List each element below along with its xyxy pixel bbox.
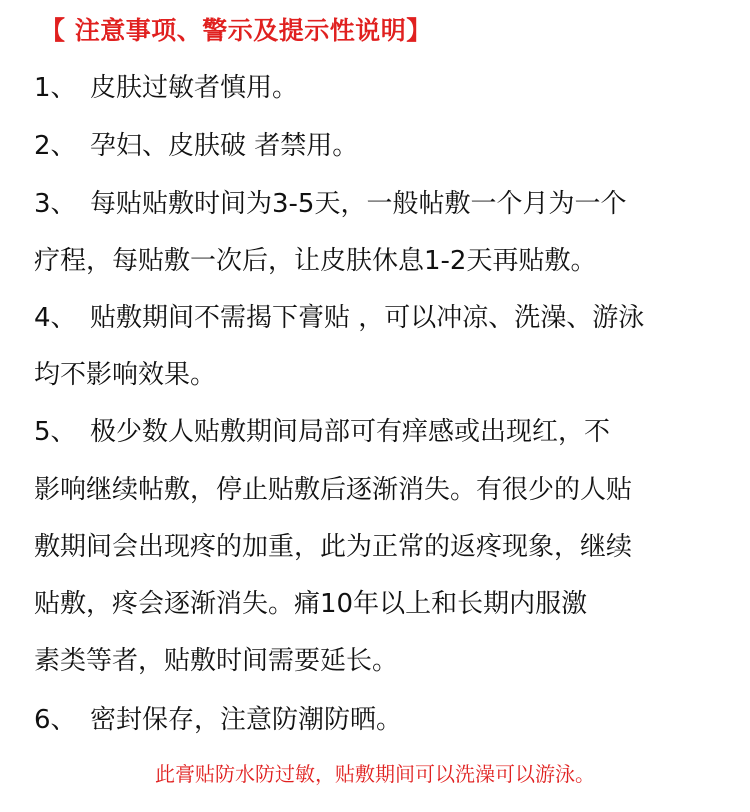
item-3 (34, 184, 626, 224)
item-2 (34, 126, 358, 166)
item-text: 每贴贴敷时间为3-5天，一般帖敷一个月为一个 (90, 189, 627, 219)
item-6 (34, 700, 402, 740)
item-number: 2、 (34, 131, 77, 161)
item-text: 皮肤过敏者慎用。 (90, 73, 299, 103)
notice-title: 【 注意事项、警示及提示性说明】 (40, 16, 432, 45)
item-text: 孕妇、皮肤破 者禁用。 (90, 131, 359, 161)
item-number: 3、 (34, 189, 77, 219)
item-5-continuation-2: 敷期间会出现疼的加重，此为正常的返疼现象，继续 (34, 532, 633, 562)
item-5-continuation-4: 素类等者，贴敷时间需要延长。 (34, 646, 399, 676)
item-5-continuation-3: 贴敷，疼会逐渐消失。痛10年以上和长期内服激 (34, 589, 588, 619)
waterproof-note: 此膏贴防水防过敏，贴敷期间可以洗澡可以游泳。 (155, 762, 595, 786)
item-1 (34, 68, 298, 108)
item-5 (34, 412, 610, 452)
item-text: 密封保存，注意防潮防晒。 (90, 705, 403, 735)
item-text: 贴敷期间不需揭下膏贴 ，可以冲凉、洗澡、游泳 (90, 303, 645, 333)
item-text: 极少数人贴敷期间局部可有痒感或出现红，不 (90, 417, 611, 447)
item-5-continuation-1: 影响继续帖敷，停止贴敷后逐渐消失。有很少的人贴 (34, 475, 633, 505)
item-4-continuation: 均不影响效果。 (34, 360, 217, 390)
item-4 (34, 298, 644, 338)
item-3-continuation: 疗程，每贴敷一次后，让皮肤休息1-2天再贴敷。 (34, 246, 597, 276)
item-number: 4、 (34, 303, 77, 333)
item-number: 5、 (34, 417, 77, 447)
item-number: 6、 (34, 705, 77, 735)
item-number: 1、 (34, 73, 77, 103)
